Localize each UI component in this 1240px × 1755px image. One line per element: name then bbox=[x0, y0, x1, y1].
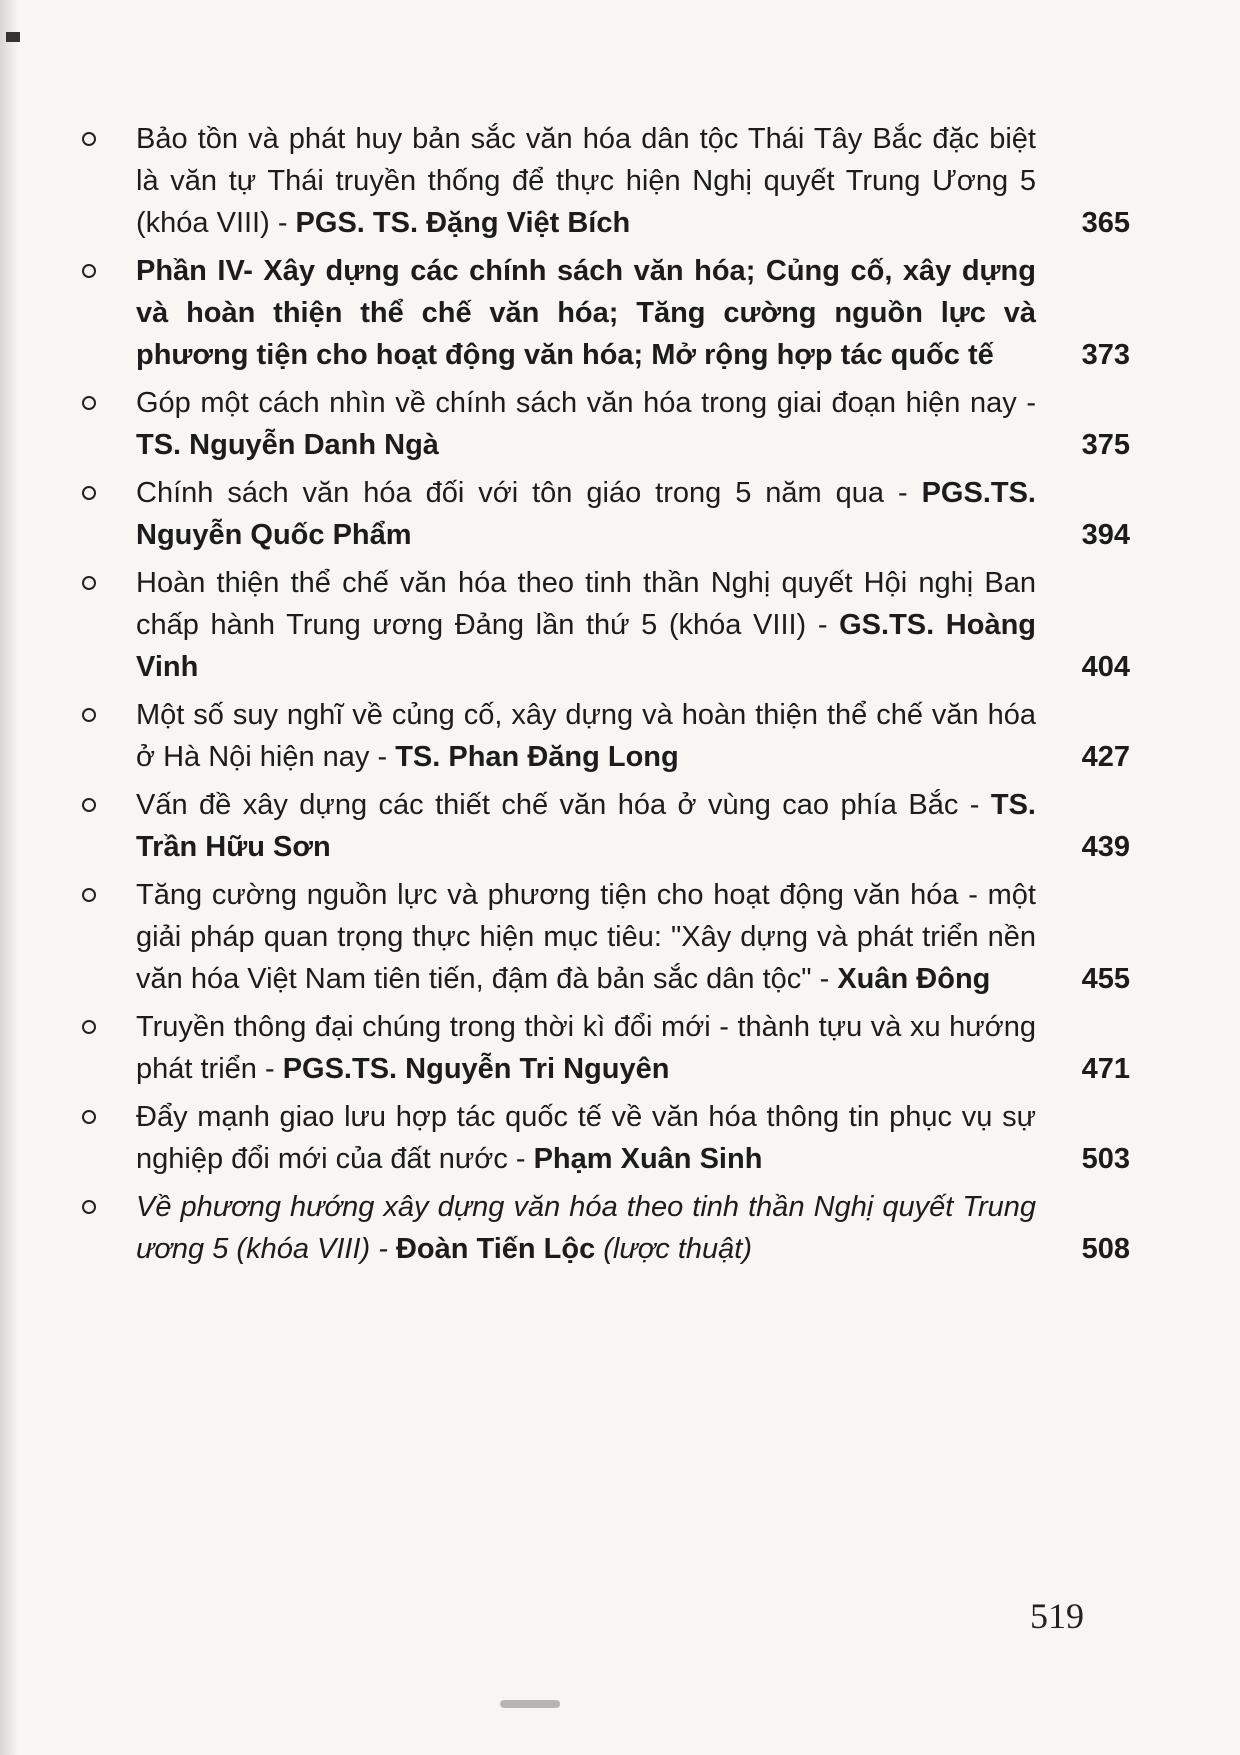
toc-entry-page: 427 bbox=[1081, 741, 1130, 773]
bullet-icon bbox=[82, 1110, 96, 1124]
bullet-icon bbox=[82, 798, 96, 812]
toc-entry-text: Hoàn thiện thể chế văn hóa theo tinh thần Nghị quyết Hội nghị Ban chấp hành Trung ương Đảng lần thứ 5 (khóa VIII) - bbox=[136, 567, 1036, 641]
toc-entry[interactable] bbox=[70, 874, 1130, 1000]
toc-entry[interactable] bbox=[70, 562, 1130, 688]
bullet-icon bbox=[82, 576, 96, 590]
toc-entry-page: 404 bbox=[1081, 651, 1130, 683]
toc-entry-page: 365 bbox=[1081, 207, 1130, 239]
toc-entry-text: Bảo tồn và phát huy bản sắc văn hóa dân tộc Thái Tây Bắc đặc biệt là văn tự Thái truyền thống để thực hiện Nghị quyết Trung Ương 5 (khóa VIII) - bbox=[136, 123, 1036, 239]
toc-entry-title bbox=[136, 472, 1036, 556]
toc-entry-title bbox=[136, 784, 1036, 868]
toc-entry-page: 373 bbox=[1081, 339, 1130, 371]
toc-entry-title bbox=[136, 874, 1036, 1000]
toc-entry-author: TS. Trần Hữu Sơn bbox=[136, 789, 1036, 863]
toc-entry-text: Tăng cường nguồn lực và phương tiện cho hoạt động văn hóa - một giải pháp quan trọng thực hiện mục tiêu: "Xây dựng và phát triển nền văn hóa Việt Nam tiên tiến, đậm đà bản sắc dân tộc" - bbox=[136, 879, 1036, 995]
toc-entry-page: 455 bbox=[1081, 963, 1130, 995]
bullet-icon bbox=[82, 1200, 96, 1214]
toc-entry-page: 508 bbox=[1081, 1233, 1130, 1265]
bullet-icon bbox=[82, 396, 96, 410]
toc-entry-author: Phạm Xuân Sinh bbox=[533, 1143, 763, 1175]
toc-entry-author: PGS. TS. Đặng Việt Bích bbox=[295, 207, 631, 239]
toc-entry-page: 471 bbox=[1081, 1053, 1130, 1085]
toc-entry-title bbox=[136, 1006, 1036, 1090]
toc-entry[interactable] bbox=[70, 1096, 1130, 1180]
toc-entry[interactable] bbox=[70, 1006, 1130, 1090]
toc-entry[interactable] bbox=[70, 118, 1130, 244]
binding-mark bbox=[500, 1700, 560, 1708]
toc-entry-text: Một số suy nghĩ về củng cố, xây dựng và hoàn thiện thể chế văn hóa ở Hà Nội hiện nay - bbox=[136, 699, 1036, 773]
toc-entry-page: 439 bbox=[1081, 831, 1130, 863]
toc-entry[interactable] bbox=[70, 784, 1130, 868]
toc-entry-title bbox=[136, 562, 1036, 688]
toc-entry-title bbox=[136, 118, 1036, 244]
toc-entry[interactable] bbox=[70, 1186, 1130, 1270]
toc-entry-title bbox=[136, 250, 1036, 376]
corner-mark bbox=[6, 32, 20, 42]
bullet-icon bbox=[82, 708, 96, 722]
toc-entry-author: GS.TS. Hoàng Vinh bbox=[136, 609, 1037, 683]
toc-entry-text: Đẩy mạnh giao lưu hợp tác quốc tế về văn hóa thông tin phục vụ sự nghiệp đổi mới của đất nước - bbox=[136, 1101, 1036, 1175]
toc-entry-page: 375 bbox=[1081, 429, 1130, 461]
toc-entry[interactable] bbox=[70, 694, 1130, 778]
toc-entry-text: Về phương hướng xây dựng văn hóa theo tinh thần Nghị quyết Trung ương 5 (khóa VIII) - bbox=[136, 1191, 1036, 1265]
toc-entry-text: Chính sách văn hóa đối với tôn giáo trong 5 năm qua - bbox=[136, 477, 922, 509]
page-number: 519 bbox=[1030, 1596, 1084, 1636]
toc-entry-title bbox=[136, 694, 1036, 778]
toc-entry-section-heading[interactable] bbox=[70, 250, 1130, 376]
toc-entry-author: TS. Nguyễn Danh Ngà bbox=[136, 429, 439, 461]
toc-entry-title bbox=[136, 1186, 1036, 1270]
toc-entry-note: (lược thuật) bbox=[595, 1233, 752, 1265]
bullet-icon bbox=[82, 486, 96, 500]
toc-entry-text: Phần IV- Xây dựng các chính sách văn hóa; Củng cố, xây dựng và hoàn thiện thể chế văn hóa; Tăng cường nguồn lực và phương tiện cho hoạt động văn hóa; Mở rộng hợp tác quốc tế bbox=[136, 255, 1036, 371]
toc-entry[interactable] bbox=[70, 382, 1130, 466]
bullet-icon bbox=[82, 264, 96, 278]
toc-entry-author: TS. Phan Đăng Long bbox=[395, 741, 679, 773]
toc-entry-page: 503 bbox=[1081, 1143, 1130, 1175]
toc-entry-page: 394 bbox=[1081, 519, 1130, 551]
table-of-contents bbox=[70, 118, 1130, 1276]
bullet-icon bbox=[82, 888, 96, 902]
toc-entry-author: Đoàn Tiến Lộc bbox=[395, 1233, 596, 1265]
toc-entry-author: PGS.TS. Nguyễn Quốc Phẩm bbox=[136, 477, 1036, 551]
toc-entry-text: Góp một cách nhìn về chính sách văn hóa trong giai đoạn hiện nay - bbox=[136, 387, 1036, 419]
bullet-icon bbox=[82, 132, 96, 146]
toc-entry-author: PGS.TS. Nguyễn Tri Nguyên bbox=[282, 1053, 670, 1085]
page-left-edge bbox=[0, 0, 18, 1755]
toc-entry-text: Truyền thông đại chúng trong thời kì đổi mới - thành tựu và xu hướng phát triển - bbox=[136, 1011, 1036, 1085]
toc-entry-text: Vấn đề xây dựng các thiết chế văn hóa ở vùng cao phía Bắc - bbox=[136, 789, 991, 821]
bullet-icon bbox=[82, 1020, 96, 1034]
toc-entry[interactable] bbox=[70, 472, 1130, 556]
toc-entry-author: Xuân Đông bbox=[837, 963, 991, 995]
toc-entry-title bbox=[136, 1096, 1036, 1180]
toc-entry-title bbox=[136, 382, 1036, 466]
